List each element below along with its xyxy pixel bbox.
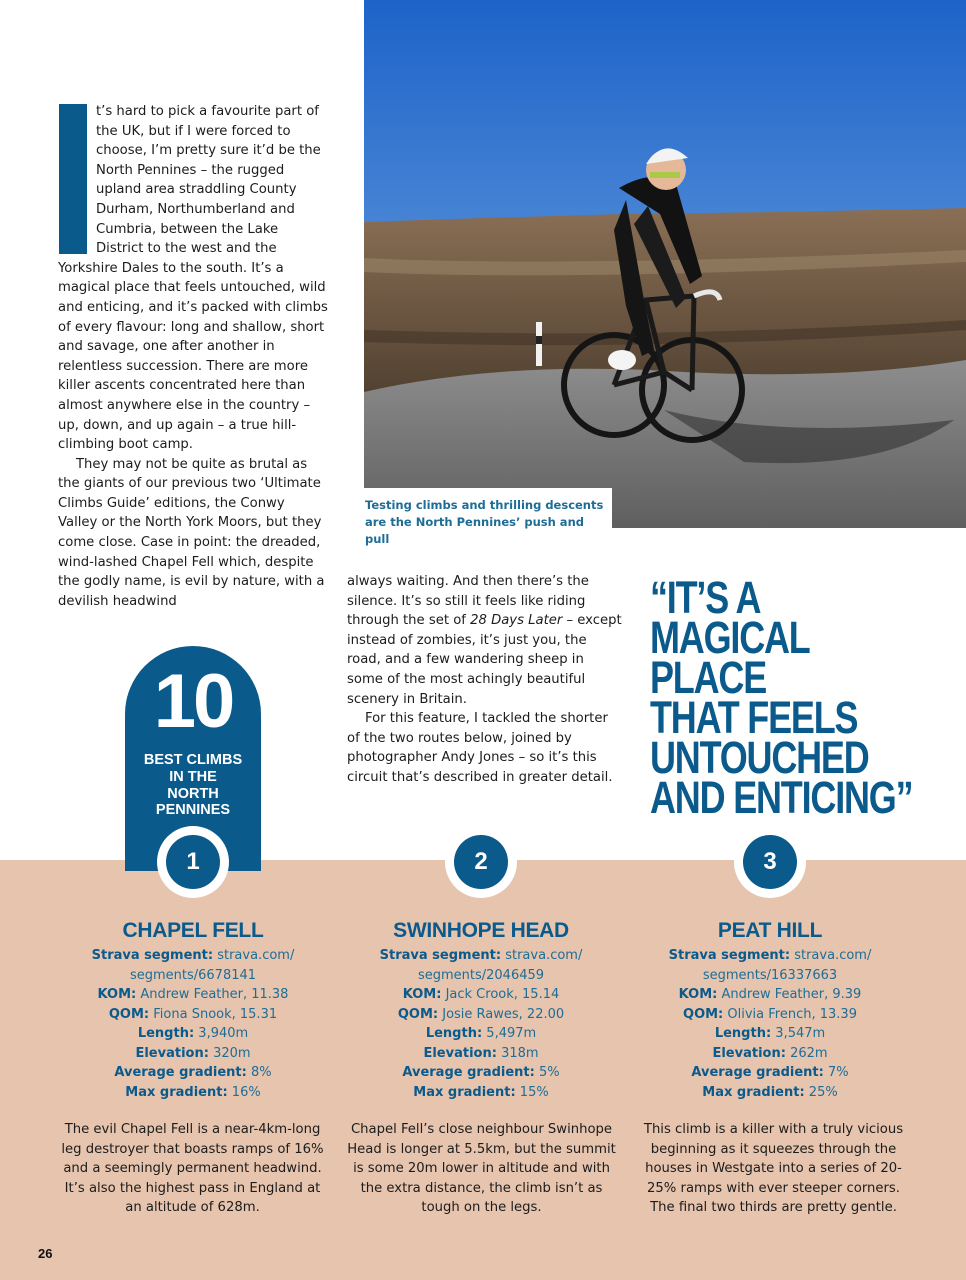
qom-value: Olivia French, 13.39 [727, 1006, 857, 1022]
qom-line [342, 1005, 620, 1025]
cyclist-photo-illustration [364, 0, 966, 528]
climb-title: SWINHOPE HEAD [393, 919, 569, 942]
max-gradient-line [342, 1083, 620, 1103]
climb-number-1: 1 [166, 835, 220, 889]
climb-stats [631, 946, 909, 1102]
kom-line [342, 985, 620, 1005]
elevation-line [631, 1044, 909, 1064]
kom-label: KOM: [402, 987, 442, 1002]
max-gradient-value: 16% [231, 1084, 261, 1100]
climb-stats [54, 946, 332, 1102]
middle-paragraph-1-end: – except instead of zombies, it’s just you, the road, and a few wandering sheep in some of the most achingly beautiful scenery in Britain. [347, 613, 622, 707]
climb-number-circle-2 [445, 826, 517, 898]
film-title: 28 Days Later [470, 613, 563, 629]
badge-number: 10 [153, 659, 233, 744]
max-gradient-line [631, 1083, 909, 1103]
length-value: 5,497m [486, 1026, 537, 1041]
strava-url: strava.com/ [794, 948, 872, 963]
length-label: Length: [137, 1026, 195, 1041]
climb-card-chapel-fell [54, 918, 332, 1102]
climb-description-swinhope-head: Chapel Fell’s close neighbour Swinhope Head is longer at 5.5km, but the summit is some 20m lower in altitude and with the extra distance, the climb isn’t as tough on the legs. [347, 1122, 616, 1216]
max-gradient-value: 25% [808, 1084, 838, 1100]
strava-line [342, 946, 620, 966]
middle-paragraph-1-start: always waiting. And then there’s the silence. It’s so still it feels like riding through the set of [347, 574, 589, 629]
elevation-value: 318m [501, 1045, 539, 1061]
pull-quote-line: AND ENTICING” [650, 772, 913, 823]
max-gradient-label: Max gradient: [413, 1084, 516, 1100]
climb-number-circle-3 [734, 826, 806, 898]
qom-value: Josie Rawes, 22.00 [442, 1006, 565, 1022]
strava-url: strava.com/ [505, 948, 583, 963]
pull-quote-line: THAT FEELS [650, 692, 858, 743]
middle-paragraph-1 [347, 572, 622, 709]
climb-stats [342, 946, 620, 1102]
cyclist-photo [364, 0, 966, 546]
qom-line [54, 1005, 332, 1025]
length-label: Length: [714, 1026, 772, 1041]
strava-url-line-2: segments/16337663 [702, 967, 838, 983]
strava-label: Strava segment: [91, 948, 214, 963]
elevation-line [342, 1044, 620, 1064]
intro-paragraph-1: t’s hard to pick a favourite part of the UK, but if I were forced to choose, I’m pretty sure it’d be the North Pennines – the rugged upland area straddling County Durham, Northumberland and Cumbria, between the Lake District to the west and the Yorkshire Dales to the south. It’s a magical place that feels untouched, wild and enticing, and it’s packed with climbs of every flavour: long and shallow, short and savage, one after another in relentless succession. There are more killer ascents concentrated here than almost anywhere else in the country – up, down, and up again – a true hill-climbing boot camp. [58, 104, 328, 453]
strava-url-line-2: segments/6678141 [129, 967, 257, 983]
strava-url: strava.com/ [217, 948, 295, 963]
avg-gradient-line [342, 1063, 620, 1083]
climb-title: PEAT HILL [717, 919, 823, 942]
pull-quote [650, 572, 913, 823]
badge-line: PENNINES [155, 802, 231, 819]
length-line [54, 1024, 332, 1044]
climb-description-chapel-fell: The evil Chapel Fell is a near-4km-long leg destroyer that boasts ramps of 16% and a seemingly permanent headwind. It’s also the highest pass in England at an altitude of 628m. [61, 1122, 324, 1216]
kom-label: KOM: [678, 987, 718, 1002]
length-line [631, 1024, 909, 1044]
kom-value: Jack Crook, 15.14 [445, 987, 560, 1002]
avg-gradient-label: Average gradient: [691, 1065, 824, 1080]
max-gradient-line [54, 1083, 332, 1103]
kom-value: Andrew Feather, 9.39 [721, 987, 862, 1002]
climb-number-3: 3 [743, 835, 797, 889]
strava-label: Strava segment: [668, 948, 791, 963]
qom-label: QOM: [108, 1006, 150, 1022]
avg-gradient-value: 5% [538, 1065, 560, 1080]
length-line [342, 1024, 620, 1044]
pull-quote-line: “IT’S A [650, 572, 761, 623]
drop-cap-i [59, 104, 87, 254]
kom-label: KOM: [97, 987, 137, 1002]
strava-label: Strava segment: [379, 948, 502, 963]
elevation-line [54, 1044, 332, 1064]
length-value: 3,547m [775, 1026, 826, 1041]
kom-line [631, 985, 909, 1005]
avg-gradient-line [631, 1063, 909, 1083]
strava-url-line-2: segments/2046459 [417, 967, 545, 983]
intro-paragraph-2: They may not be quite as brutal as the giants of our previous two ‘Ultimate Climbs Guide’ editions, the Conwy Valley or the North York Moors, but they come close. Case in point: the dreaded, wind-lashed Chapel Fell which, despite the godly name, is evil by nature, with a devilish headwind [58, 456, 325, 609]
climb-card-swinhope-head [342, 918, 620, 1102]
badge-text [125, 752, 261, 819]
kom-value: Andrew Feather, 11.38 [140, 987, 289, 1002]
page-number: 26 [38, 1246, 53, 1261]
strava-line [631, 946, 909, 966]
badge-line: BEST CLIMBS [143, 752, 243, 768]
max-gradient-label: Max gradient: [702, 1084, 805, 1100]
avg-gradient-label: Average gradient: [114, 1065, 247, 1080]
length-label: Length: [425, 1026, 483, 1041]
length-value: 3,940m [198, 1026, 249, 1041]
badge-line: NORTH [167, 785, 219, 802]
pull-quote-line: UNTOUCHED [650, 732, 869, 783]
max-gradient-value: 15% [519, 1084, 549, 1100]
climb-description-peat-hill: This climb is a killer with a truly vicious beginning as it squeezes through the houses in Westgate into a series of 20-25% ramps with ever steeper corners. The final two thirds are pretty gentle. [643, 1122, 904, 1216]
middle-column [347, 572, 622, 788]
climb-card-peat-hill [631, 918, 909, 1102]
strava-line [54, 946, 332, 966]
qom-label: QOM: [683, 1006, 724, 1022]
elevation-label: Elevation: [712, 1045, 786, 1061]
photo-caption: Testing climbs and thrilling descents are the North Pennines’ push and pull [364, 488, 612, 528]
elevation-value: 262m [790, 1045, 828, 1061]
avg-gradient-label: Average gradient: [402, 1065, 535, 1080]
climb-title: CHAPEL FELL [122, 919, 264, 942]
pull-quote-line: PLACE [650, 652, 767, 703]
elevation-value: 320m [213, 1045, 251, 1061]
kom-line [54, 985, 332, 1005]
qom-line [631, 1005, 909, 1025]
pull-quote-line: MAGICAL [650, 612, 810, 663]
avg-gradient-value: 7% [827, 1065, 849, 1080]
qom-label: QOM: [397, 1006, 439, 1022]
elevation-label: Elevation: [135, 1045, 209, 1061]
middle-paragraph-2: For this feature, I tackled the shorter of the two routes below, joined by photographer Andy Jones – so it’s this circuit that’s described in greater detail. [347, 711, 613, 785]
avg-gradient-value: 8% [250, 1065, 272, 1080]
climb-number-2: 2 [454, 835, 508, 889]
elevation-label: Elevation: [423, 1045, 497, 1061]
max-gradient-label: Max gradient: [125, 1084, 228, 1100]
badge-line: IN THE [169, 768, 217, 785]
climb-number-circle-1 [157, 826, 229, 898]
avg-gradient-line [54, 1063, 332, 1083]
intro-column [58, 102, 328, 611]
qom-value: Fiona Snook, 15.31 [153, 1006, 278, 1022]
